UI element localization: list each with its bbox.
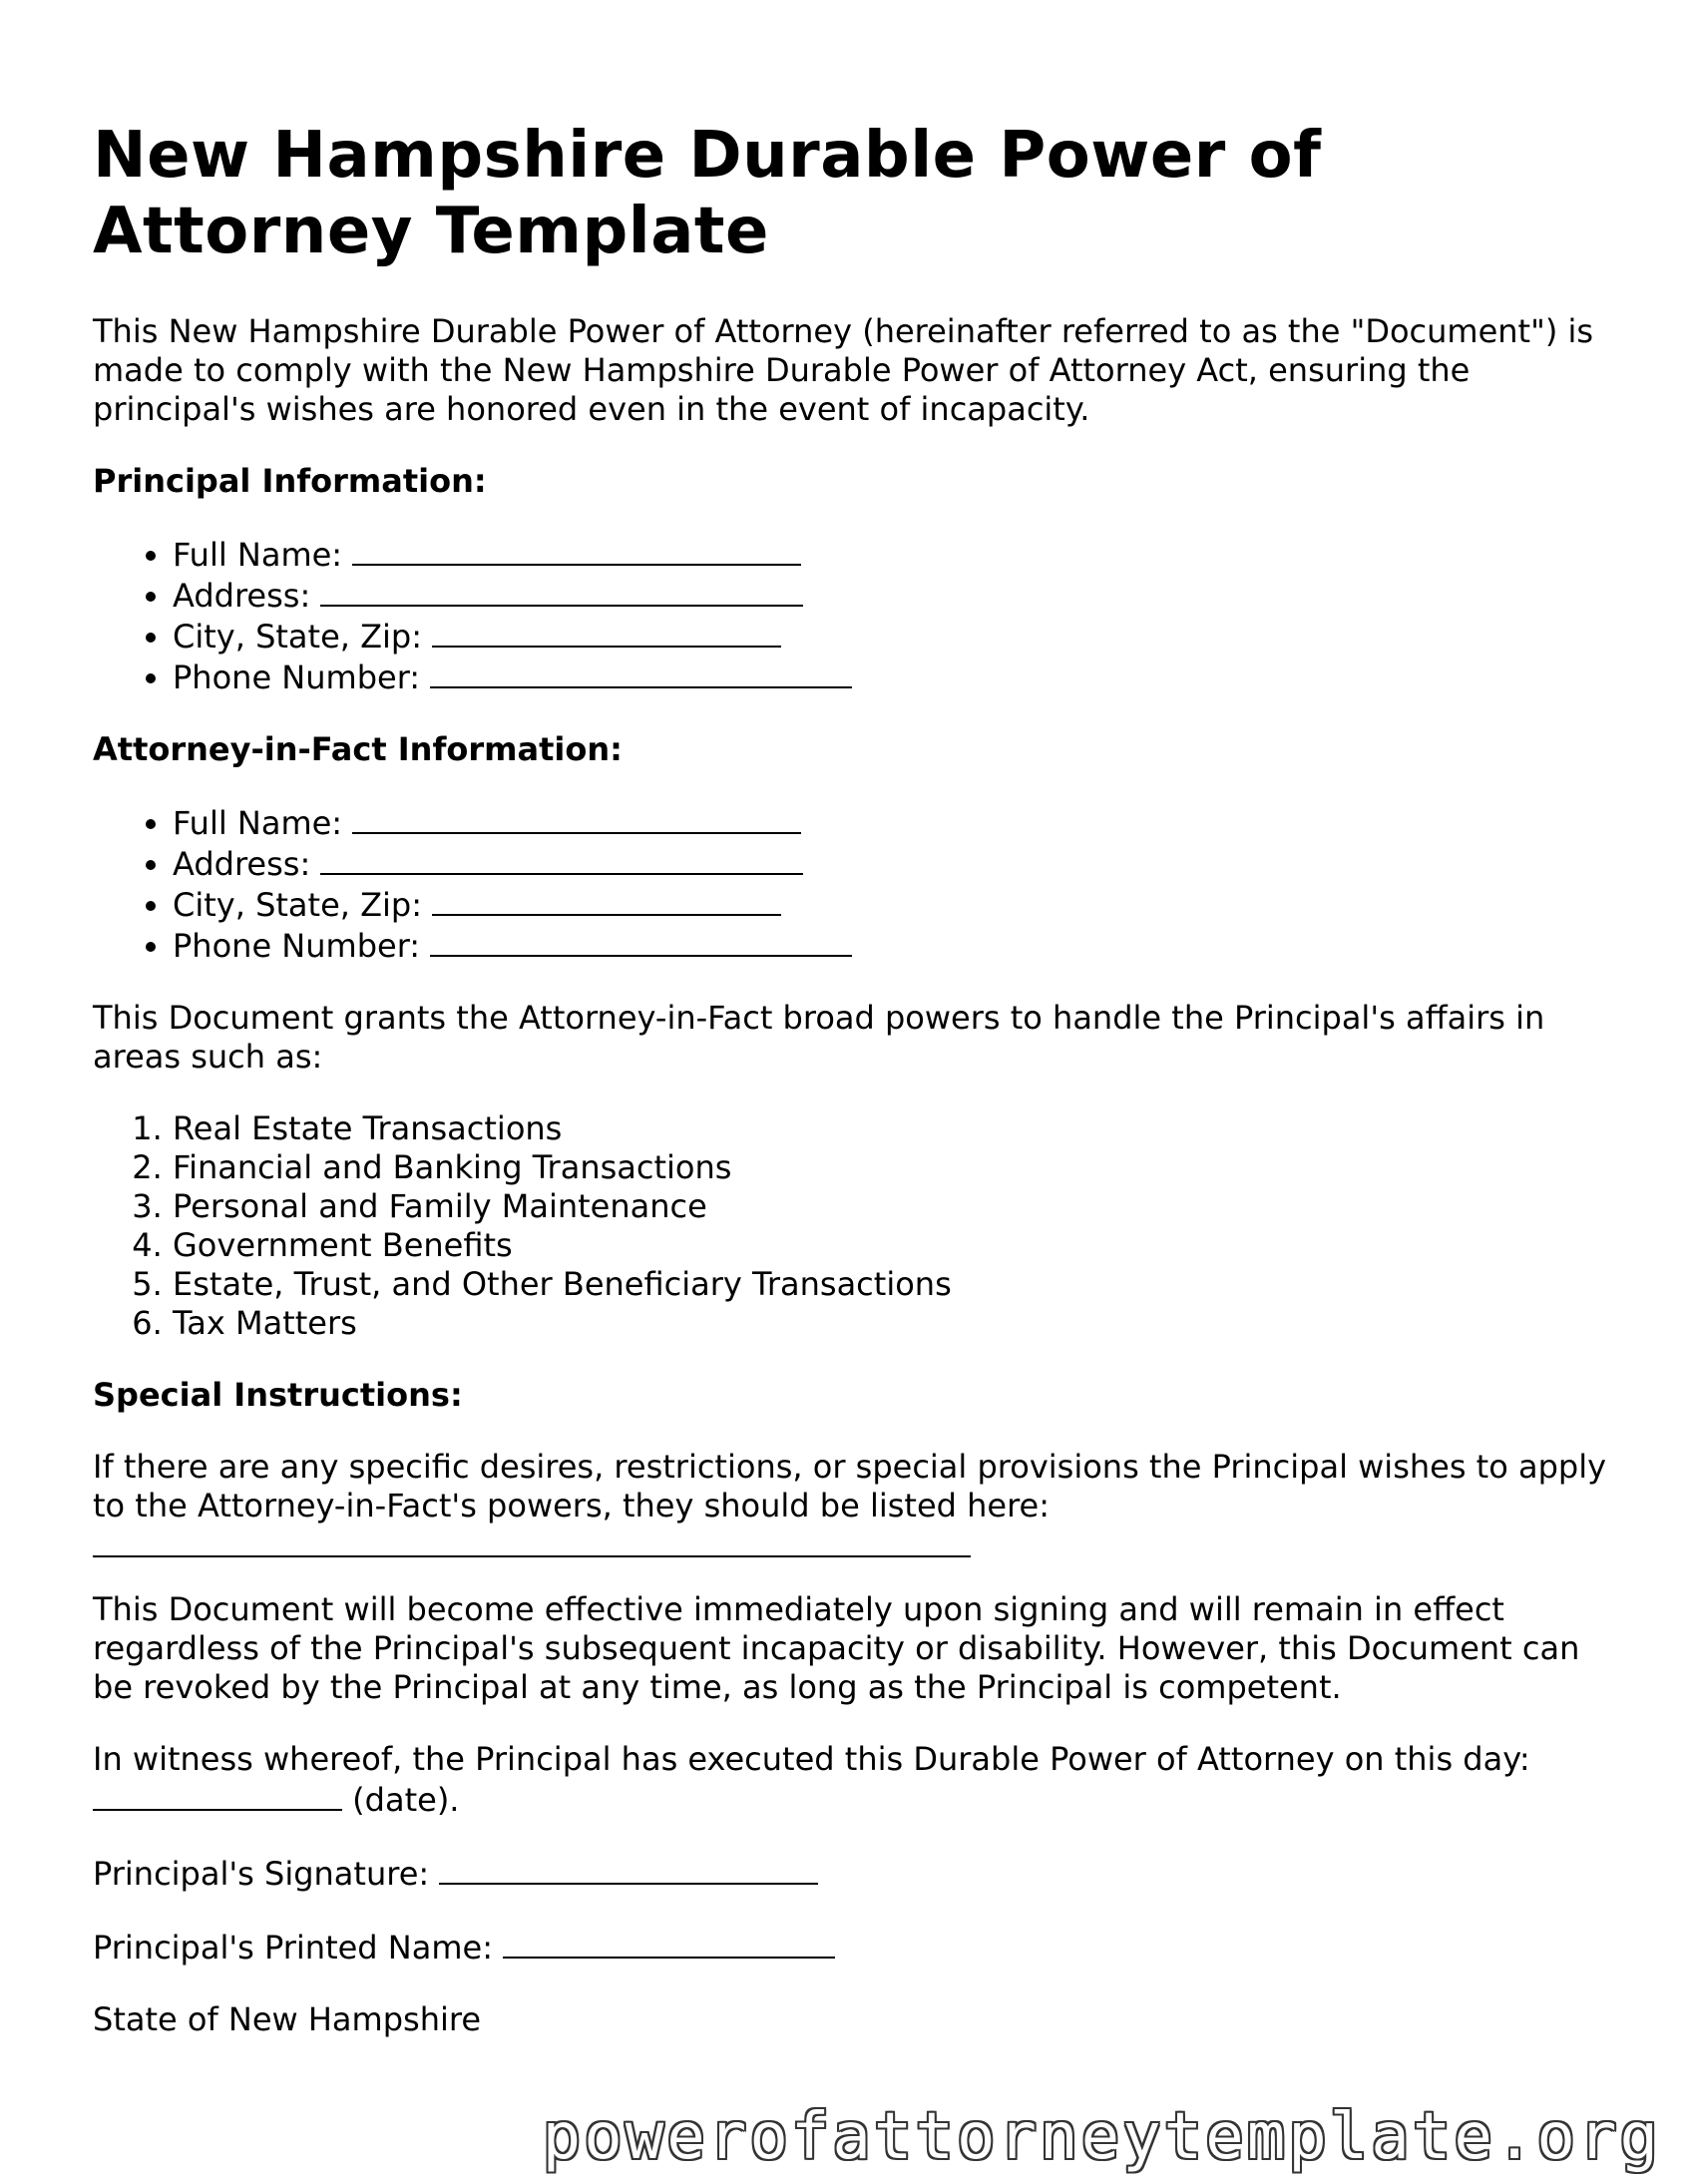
signature-blank[interactable] xyxy=(439,1853,818,1885)
principal-heading: Principal Information: xyxy=(93,462,487,500)
power-item: 4. Government Benefits xyxy=(173,1226,1609,1265)
attorney-full-name-field: • Full Name: xyxy=(173,802,1609,843)
document-page xyxy=(93,118,1609,2072)
power-item: 5. Estate, Trust, and Other Beneficiary Transactions xyxy=(173,1265,1609,1304)
signature-line: Principal's Signature: xyxy=(93,1853,1609,1894)
special-instructions-paragraph: If there are any specific desires, restrictions, or special provisions the Principal wishes to apply to the Attorney-in-Fact's powers, they should be listed here: xyxy=(93,1448,1609,1557)
power-item: 2. Financial and Banking Transactions xyxy=(173,1148,1609,1187)
principal-city-state-zip-field: • City, State, Zip: xyxy=(173,616,1609,656)
special-instructions-heading: Special Instructions: xyxy=(93,1376,463,1414)
attorney-phone-field: • Phone Number: xyxy=(173,925,1609,966)
blank-line[interactable] xyxy=(352,802,801,834)
state-line: State of New Hampshire xyxy=(93,2000,481,2038)
blank-line[interactable] xyxy=(352,534,801,566)
powers-intro: This Document grants the Attorney-in-Fact broad powers to handle the Principal's affairs in areas such as: xyxy=(93,999,1545,1076)
blank-line[interactable] xyxy=(432,616,781,648)
watermark-text: powerofattorneytemplate.org xyxy=(542,2100,1661,2174)
blank-line[interactable] xyxy=(320,843,803,875)
document-title: New Hampshire Durable Power of Attorney Template xyxy=(93,119,1322,268)
effective-paragraph: This Document will become effective immediately upon signing and will remain in effect regardless of the Principal's subsequent incapacity or disability. However, this Document can be revoked by the Principal at any time, as long as the Principal is competent. xyxy=(93,1590,1580,1706)
witness-paragraph: In witness whereof, the Principal has executed this Durable Power of Attorney on this day: (date). xyxy=(93,1740,1530,1819)
power-item: 3. Personal and Family Maintenance xyxy=(173,1187,1609,1226)
powers-list xyxy=(93,1109,1609,1343)
principal-full-name-field: • Full Name: xyxy=(173,534,1609,575)
power-item: 6. Tax Matters xyxy=(173,1304,1609,1343)
attorney-address-field: • Address: xyxy=(173,843,1609,884)
printed-name-blank[interactable] xyxy=(503,1927,835,1959)
power-item: 1. Real Estate Transactions xyxy=(173,1109,1609,1148)
principal-address-field: • Address: xyxy=(173,575,1609,616)
blank-line[interactable] xyxy=(430,656,852,688)
attorney-city-state-zip-field: • City, State, Zip: xyxy=(173,884,1609,925)
attorney-fields-list xyxy=(93,802,1609,966)
special-instructions-blank[interactable] xyxy=(93,1526,971,1557)
blank-line[interactable] xyxy=(320,575,803,607)
printed-name-line: Principal's Printed Name: xyxy=(93,1927,1609,1967)
intro-paragraph: This New Hampshire Durable Power of Attorney (hereinafter referred to as the "Document") is made to comply with the New Hampshire Durable Power of Attorney Act, ensuring the principal's wishes are honored even in the event of incapacity. xyxy=(93,312,1594,428)
blank-line[interactable] xyxy=(430,925,852,957)
principal-phone-field: • Phone Number: xyxy=(173,656,1609,697)
date-blank[interactable] xyxy=(93,1779,342,1811)
blank-line[interactable] xyxy=(432,884,781,916)
principal-fields-list xyxy=(93,534,1609,697)
attorney-heading: Attorney-in-Fact Information: xyxy=(93,730,623,768)
